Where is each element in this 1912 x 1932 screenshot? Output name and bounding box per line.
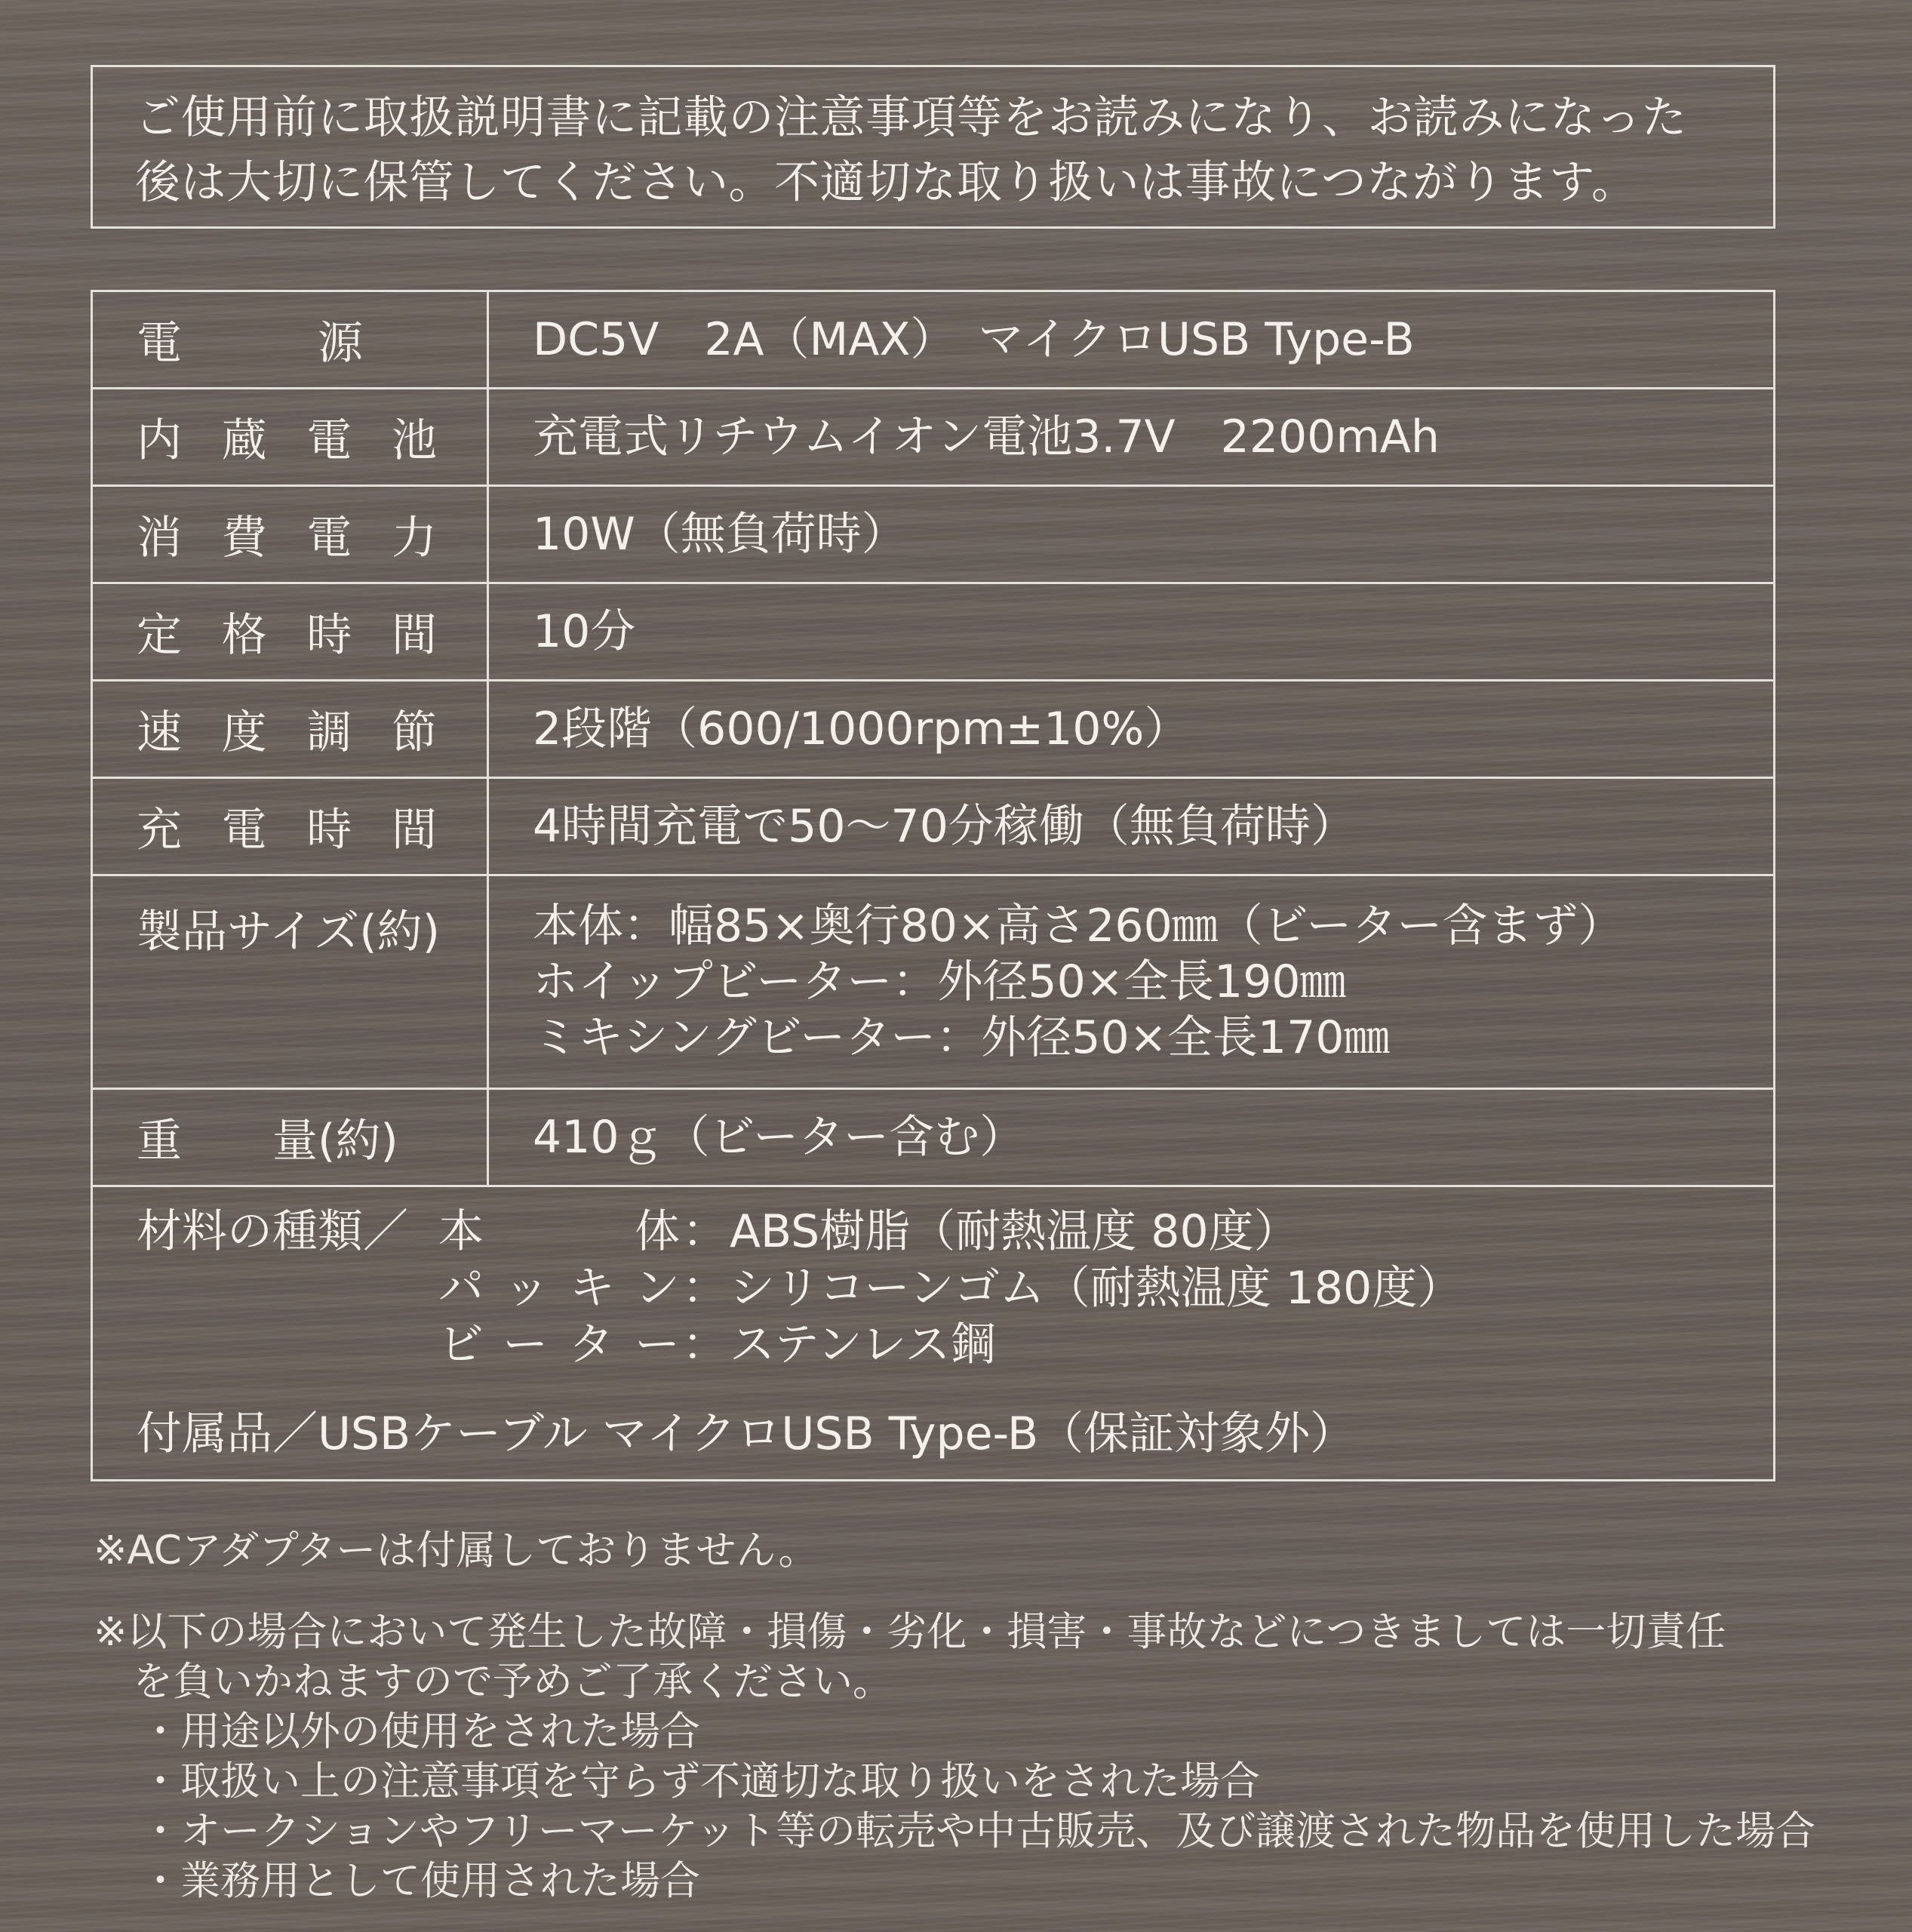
spec-label-cell <box>93 389 489 485</box>
spec-value-cell <box>489 487 1773 582</box>
spec-value: 2段階（600/1000rpm±10%） <box>533 703 1190 755</box>
spec-value: DC5V 2A（MAX） マイクロUSB Type-B <box>533 313 1415 366</box>
adapter-note: ※ACアダプターは付属しておりません。 <box>94 1527 819 1574</box>
spec-label: 充電時間 <box>137 804 438 857</box>
disclaimer-bullet: ・オークションやフリーマーケット等の転売や中古販売、及び譲渡された物品を使用した場合 <box>140 1808 1816 1854</box>
material-key: ビーター <box>438 1318 680 1371</box>
spec-value-cell <box>489 1090 1773 1185</box>
spec-row-rated-time <box>93 584 1773 681</box>
material-value: ABS樹脂（耐熱温度 80度） <box>730 1205 1299 1258</box>
spec-label: 速度調節 <box>137 706 438 759</box>
spec-label: 内蔵電池 <box>137 414 438 467</box>
spec-label-cell <box>93 681 489 777</box>
disclaimer-line-1: ※以下の場合において発生した故障・損傷・劣化・損害・事故などにつきましては一切責任 <box>94 1609 1726 1655</box>
spec-value: 10分 <box>533 605 636 658</box>
disclaimer-bullet: ・用途以外の使用をされた場合 <box>140 1709 700 1755</box>
spec-value-cell <box>489 681 1773 777</box>
spec-label-cell <box>93 779 489 874</box>
spec-value: 10W（無負荷時） <box>533 508 907 561</box>
caution-notice-line-1: ご使用前に取扱説明書に記載の注意事項等をお読みになり、お読みになった <box>135 91 1687 144</box>
spec-value: 本体：幅85×奥行80×高さ260㎜（ビーター含まず） <box>533 900 1624 952</box>
spec-value: ホイップビーター：外径50×全長190㎜ <box>533 955 1346 1008</box>
caution-notice-line-2: 後は大切に保管してください。不適切な取り扱いは事故につながります。 <box>135 156 1637 209</box>
material-value: ステンレス鋼 <box>730 1318 996 1371</box>
materials-section <box>93 1187 1773 1479</box>
spec-row-charge-time <box>93 779 1773 876</box>
material-key-cell <box>438 1317 730 1374</box>
disclaimer-bullet: ・業務用として使用された場合 <box>140 1858 700 1904</box>
spec-value: ミキシングビーター：外径50×全長170㎜ <box>533 1011 1390 1064</box>
caution-notice-box <box>91 65 1775 229</box>
disclaimer-bullet: ・取扱い上の注意事項を守らず不適切な取り扱いをされた場合 <box>140 1758 1260 1804</box>
spec-row-weight <box>93 1090 1773 1187</box>
spec-value-cell <box>489 876 1773 1088</box>
spec-value: 4時間充電で50～70分稼働（無負荷時） <box>533 800 1356 853</box>
spec-label-cell <box>93 292 489 387</box>
material-separator: ： <box>682 1318 727 1371</box>
spec-value-cell <box>489 389 1773 485</box>
spec-label: 重 量(約) <box>137 1115 398 1168</box>
materials-heading: 材料の種類／ <box>137 1205 408 1258</box>
material-key-cell <box>438 1204 730 1260</box>
disclaimer-note <box>94 1607 1815 1906</box>
spec-label: 製品サイズ(約) <box>137 906 441 958</box>
spec-value: 410ｇ（ビーター含む） <box>533 1111 1025 1164</box>
spec-label-cell <box>93 876 489 1088</box>
disclaimer-line-2: を負いかねますので予めご了承ください。 <box>133 1659 893 1705</box>
spec-row-power-source <box>93 292 1773 389</box>
material-row <box>137 1260 1773 1317</box>
spec-label: 消費電力 <box>137 512 438 565</box>
spec-value: 充電式リチウムイオン電池3.7V 2200mAh <box>533 411 1440 463</box>
spec-value-cell <box>489 779 1773 874</box>
spec-table <box>91 290 1775 1481</box>
spec-label-cell <box>93 1090 489 1185</box>
material-key-cell <box>438 1260 730 1317</box>
material-row <box>137 1204 1773 1260</box>
spec-label-cell <box>93 487 489 582</box>
spec-row-power-consumption <box>93 487 1773 584</box>
spec-row-speed <box>93 681 1773 779</box>
material-key: 本 体 <box>438 1205 680 1258</box>
material-separator: ： <box>682 1205 727 1258</box>
spec-row-size <box>93 876 1773 1090</box>
spec-value-cell <box>489 584 1773 679</box>
material-separator: ： <box>682 1262 727 1315</box>
accessories-line: 付属品／USBケーブル マイクロUSB Type-B（保証対象外） <box>137 1407 1356 1460</box>
material-key: パッキン <box>438 1262 680 1315</box>
material-value: シリコーンゴム（耐熱温度 180度） <box>730 1262 1463 1315</box>
spec-row-battery <box>93 389 1773 487</box>
spec-value-cell <box>489 292 1773 387</box>
material-row <box>137 1317 1773 1374</box>
spec-label-cell <box>93 584 489 679</box>
spec-label: 電 源 <box>137 317 363 370</box>
spec-label: 定格時間 <box>137 609 438 662</box>
materials-heading-spacer <box>137 1317 438 1374</box>
materials-heading-spacer <box>137 1260 438 1317</box>
